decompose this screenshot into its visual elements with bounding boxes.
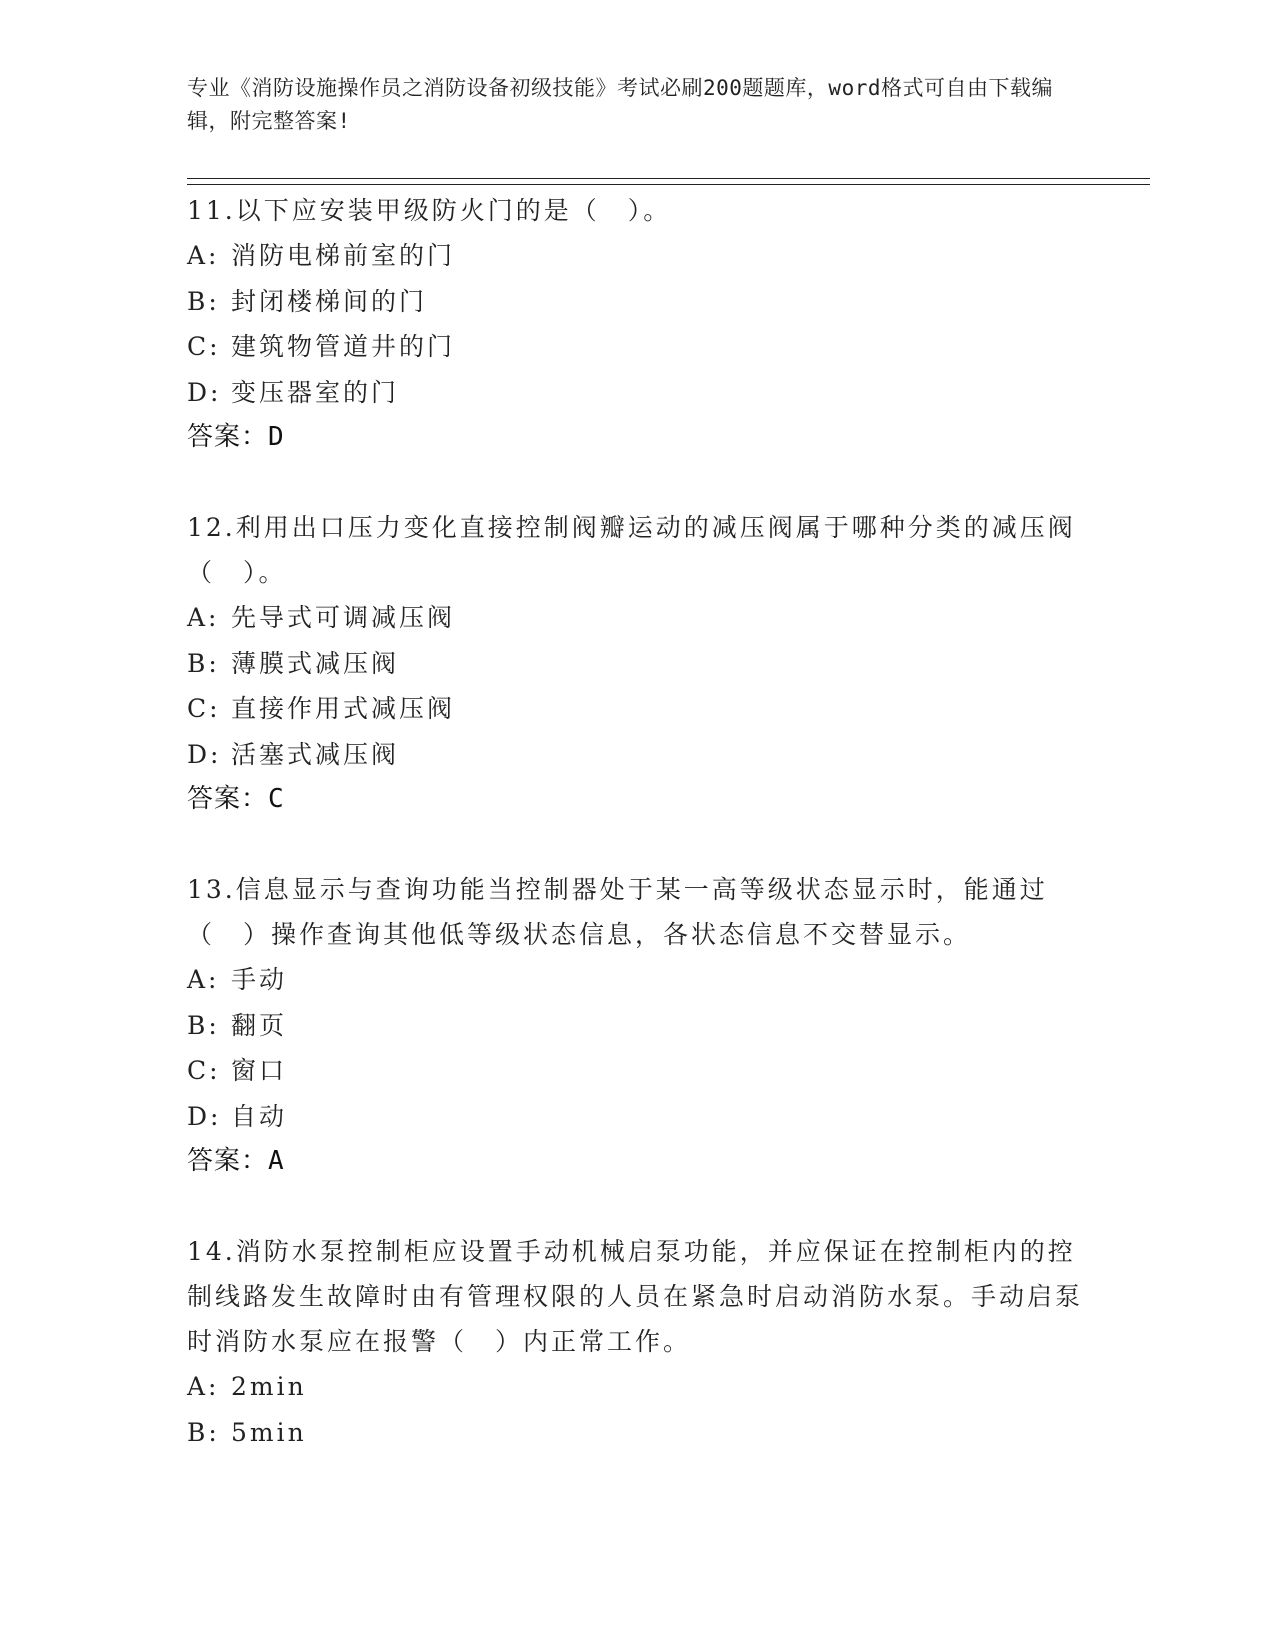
option-text: 封闭楼梯间的门 (231, 286, 428, 316)
option-text: 5min (231, 1417, 307, 1447)
option-text: 手动 (231, 965, 288, 994)
option-text: 薄膜式减压阀 (231, 648, 400, 678)
option-d (187, 370, 1087, 416)
option-text: 直接作用式减压阀 (231, 694, 456, 723)
option-b (187, 1003, 1087, 1049)
option-letter: B: (187, 1010, 220, 1040)
option-b (187, 279, 1087, 325)
option-text: 自动 (231, 1101, 288, 1131)
option-c (187, 686, 1087, 732)
option-letter: A: (187, 603, 220, 632)
option-letter: A: (187, 965, 220, 994)
option-letter: B: (187, 648, 220, 678)
question-stem: 14.消防水泵控制柜应设置手动机械启泵功能，并应保证在控制柜内的控制线路发生故障时由有管理权限的人员在紧急时启动消防水泵。手动启泵时消防水泵应在报警（ ）内正常工作。 (187, 1237, 1084, 1356)
option-a (187, 595, 1087, 641)
option-a (187, 1364, 1087, 1410)
question-stem: 12.利用出口压力变化直接控制阀瓣运动的减压阀属于哪种分类的减压阀（ ）。 (187, 513, 1076, 587)
option-text: 2min (231, 1372, 307, 1401)
option-b (187, 1410, 1087, 1456)
question-stem: 13.信息显示与查询功能当控制器处于某一高等级状态显示时，能通过（ ）操作查询其他低等级状态信息，各状态信息不交替显示。 (187, 875, 1048, 949)
question-11 (187, 188, 1087, 459)
option-letter: D: (187, 377, 222, 407)
option-c (187, 1048, 1087, 1094)
option-letter: B: (187, 1417, 220, 1447)
option-text: 翻页 (231, 1010, 288, 1040)
option-letter: A: (187, 1372, 220, 1401)
option-text: 先导式可调减压阀 (231, 603, 456, 632)
option-letter: B: (187, 286, 220, 316)
question-14 (187, 1229, 1087, 1455)
option-a (187, 957, 1087, 1003)
option-d (187, 1094, 1087, 1140)
option-letter: C: (187, 332, 221, 361)
answer-line: 答案：D (187, 422, 285, 452)
question-stem: 11.以下应安装甲级防火门的是（ ）。 (187, 196, 672, 225)
question-list (187, 188, 1087, 1501)
option-text: 消防电梯前室的门 (231, 241, 456, 270)
option-b (187, 641, 1087, 687)
option-letter: D: (187, 739, 222, 769)
question-12 (187, 505, 1087, 821)
question-13 (187, 867, 1087, 1183)
option-text: 窗口 (231, 1056, 288, 1085)
header-divider (187, 178, 1150, 185)
option-text: 变压器室的门 (231, 377, 400, 407)
answer-line: 答案：C (187, 784, 285, 814)
option-c (187, 324, 1087, 370)
answer-line: 答案：A (187, 1146, 285, 1176)
option-letter: A: (187, 241, 220, 270)
document-header: 专业《消防设施操作员之消防设备初级技能》考试必刷200题题库，word格式可自由下载编辑，附完整答案! (187, 76, 1053, 133)
option-letter: D: (187, 1101, 222, 1131)
option-letter: C: (187, 694, 221, 723)
option-d (187, 732, 1087, 778)
option-text: 活塞式减压阀 (231, 739, 400, 769)
option-a (187, 233, 1087, 279)
option-letter: C: (187, 1056, 221, 1085)
option-text: 建筑物管道井的门 (231, 332, 456, 361)
